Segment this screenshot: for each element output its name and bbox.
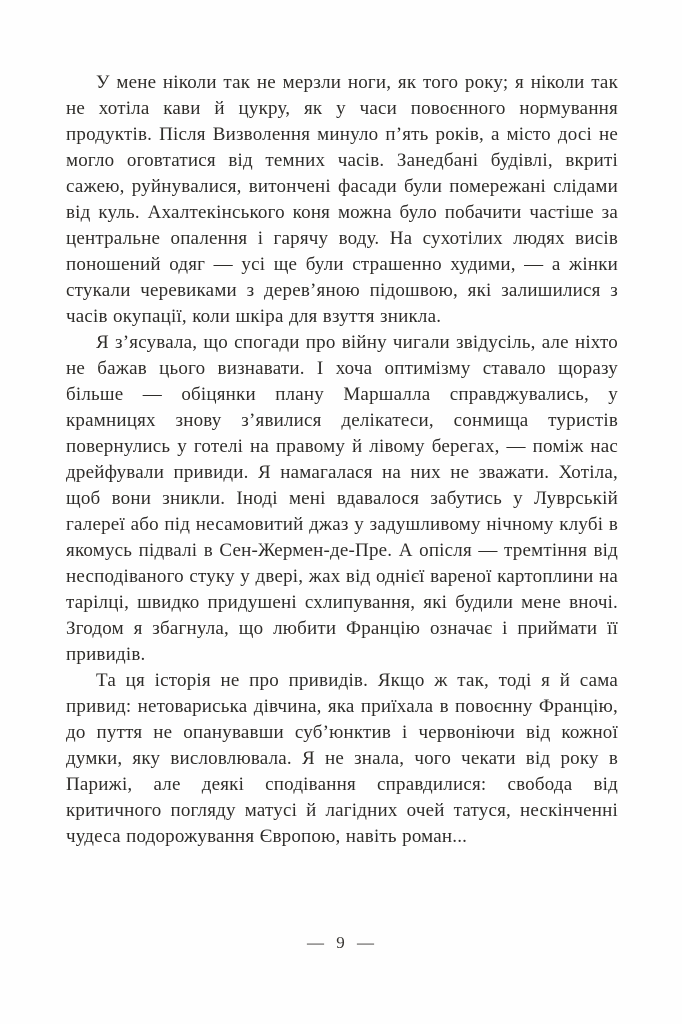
paragraph-2: Я з’ясувала, що спогади про війну чигали звідусіль, але ніхто не бажав цього визнавати. І хоча оптимізму ставало щоразу більше — обіцянки плану Маршалла справджувались, у крамницях знову з’явилися делікатеси, сонмища туристів повернулись у готелі на правому й лівому берегах, — поміж нас дрейфували привиди. Я намагалася на них не зважати. Хотіла, щоб вони зникли. Іноді мені вдавалося забутись у Луврській галереї або під несамовитий джаз у задушливому нічному клубі в якомусь підвалі в Сен-Жермен-де-Пре. А опісля — тремтіння від несподіваного стуку у двері, жах від однієї вареної картоплини на тарілці, швидко придушені схлипування, які будили мене вночі. Згодом я збагнула, що любити Францію означає і приймати її привидів. <box>66 332 618 665</box>
paragraph-3: Та ця історія не про привидів. Якщо ж так, тоді я й сама привид: нетовариська дівчина, яка приїхала в повоєнну Францію, до пуття не опанувавши суб’юнктив і червоніючи від кожної думки, яку висловлювала. Я не знала, чого чекати від року в Парижі, але деякі сподівання справдилися: свобода від критичного погляду матусі й лагідних очей татуся, нескінченні чудеса подорожування Європою, навіть роман... <box>66 670 618 847</box>
page-number: — 9 — <box>307 933 375 952</box>
paragraph-1: У мене ніколи так не мерзли ноги, як того року; я ніколи так не хотіла кави й цукру, як у часи повоєнного нормування продуктів. Після Визволення минуло п’ять років, а місто досі не могло оговтатися від темних часів. Занедбані будівлі, вкриті сажею, руйнувалися, витончені фасади були помережані слідами від куль. Ахалтекінського коня можна було побачити частіше за центральне опалення і гарячу воду. На сухотілих людях висів поношений одяг — усі ще були страшенно худими, — а жінки стукали черевиками з дерев’яною підошвою, які залишилися з часів окупації, коли шкіра для взуття зникла. <box>66 72 618 327</box>
text-block <box>66 70 618 850</box>
